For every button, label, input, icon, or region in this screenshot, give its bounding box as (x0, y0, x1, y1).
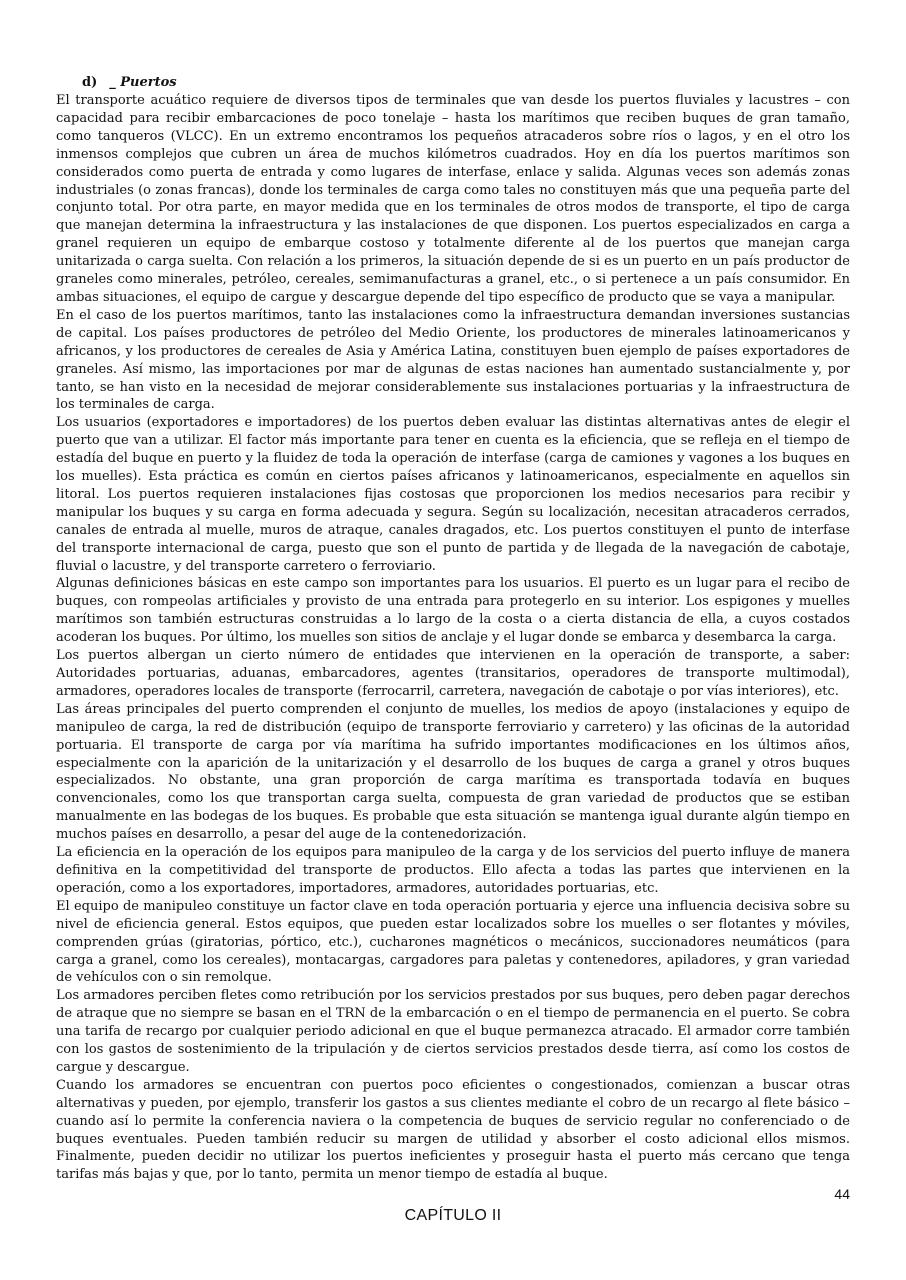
section-heading (82, 74, 850, 92)
paragraph-7: La eficiencia en la operación de los equipos para manipuleo de la carga y de los servicios del puerto influye de manera definitiva en la competitividad del transporte de productos. Ello afecta a todas las partes que intervienen en la operación, como a los exportadores, importadores, armadores, autoridades portuarias, etc. (56, 845, 850, 896)
paragraph-1: El transporte acuático requiere de diversos tipos de terminales que van desde los puertos fluviales y lacustres – con capacidad para recibir embarcaciones de poco tonelaje – hasta los marítimos que reciben buques de gran tamaño, como tanqueros (VLCC). En un extremo encontramos los pequeños atracaderos sobre ríos o lagos, y en el otro los inmensos complejos que cubren un área de muchos kilómetros cuadrados. Hoy en día los puertos marítimos son considerados como puerta de entrada y como lugares de interfase, enlace y salida. Algunas veces son además zonas industriales (o zonas francas), donde los terminales de carga como tales no constituyen más que una pequeña parte del conjunto total. Por otra parte, en mayor medida que en los terminales de otros modos de transporte, el tipo de carga que manejan determina la infraestructura y las instalaciones de que disponen. Los puertos especializados en carga a granel requieren un equipo de embarque costoso y totalmente diferente al de los puertos que manejan carga unitarizada o carga suelta. Con relación a los primeros, la situación depende de si es un puerto en un país productor de graneles como minerales, petróleo, cereales, semimanufacturas a granel, etc., o si pertenece a un país consumidor. En ambas situaciones, el equipo de cargue y descargue depende del tipo específico de producto que se vaya a manipular. (56, 93, 850, 305)
paragraph-5: Los puertos albergan un cierto número de entidades que intervienen en la operación de transporte, a saber: Autoridades portuarias, aduanas, embarcadores, agentes (transitarios, operadores de transporte multimodal), armadores, operadores locales de transporte (ferrocarril, carretera, navegación de cabotaje o por vías interiores), etc. (56, 648, 850, 699)
section-title: _ Puertos (109, 75, 177, 90)
page-body (56, 74, 850, 1184)
paragraph-3: Los usuarios (exportadores e importadores) de los puertos deben evaluar las distintas alternativas antes de elegir el puerto que van a utilizar. El factor más importante para tener en cuenta es la eficiencia, que se refleja en el tiempo de estadía del buque en puerto y la fluidez de toda la operación de interfase (carga de camiones y vagones a los buques en los muelles). Esta práctica es común en ciertos países africanos y latinoamericanos, especialmente en aquellos sin litoral. Los puertos requieren instalaciones fijas costosas que proporcionen los medios necesarios para recibir y manipular los buques y su carga en forma adecuada y segura. Según su localización, necesitan atracaderos cerrados, canales de entrada al muelle, muros de atraque, canales dragados, etc. Los puertos constituyen el punto de interfase del transporte internacional de carga, puesto que son el punto de partida y de llegada de la navegación de cabotaje, fluvial o lacustre, y del transporte carretero o ferroviario. (56, 415, 850, 574)
paragraph-8: El equipo de manipuleo constituye un factor clave en toda operación portuaria y ejerce una influencia decisiva sobre su nivel de eficiencia general. Estos equipos, que pueden estar localizados sobre los muelles o ser flotantes y móviles, comprenden grúas (giratorias, pórtico, etc.), cucharones magnéticos o mecánicos, succionadores neumáticos (para carga a granel, como los cereales), montacargas, cargadores para paletas y contenedores, apiladores, y gran variedad de vehículos con o sin remolque. (56, 898, 850, 986)
page-number: 44 (834, 1186, 850, 1202)
paragraph-9: Los armadores perciben fletes como retribución por los servicios prestados por sus buques, pero deben pagar derechos de atraque que no siempre se basan en el TRN de la embarcación o en el tiempo de permanencia en el puerto. Se cobra una tarifa de recargo por cualquier periodo adicional en que el buque permanezca atracado. El armador corre también con los gastos de sostenimiento de la tripulación y de ciertos servicios prestados desde tierra, así como los costos de cargue y descargue. (56, 988, 850, 1075)
chapter-footer: CAPÍTULO II (404, 1207, 502, 1224)
paragraph-4: Algunas definiciones básicas en este campo son importantes para los usuarios. El puerto es un lugar para el recibo de buques, con rompeolas artificiales y provisto de una entrada para protegerlo en su interior. Los espigones y muelles marítimos son también estructuras construidas a lo largo de la costa o a cierta distancia de ella, a cuyos costados acoderan los buques. Por último, los muelles son sitios de anclaje y el lugar donde se embarca y desembarca la carga. (56, 576, 850, 646)
paragraph-2: En el caso de los puertos marítimos, tanto las instalaciones como la infraestructura demandan inversiones sustancias de capital. Los países productores de petróleo del Medio Oriente, los productores de minerales latinoamericanos y africanos, y los productores de cereales de Asia y América Latina, constituyen buen ejemplo de países exportadores de graneles. Así mismo, las importaciones por mar de algunas de estas naciones han aumentado sustancialmente y, por tanto, se han visto en la necesidad de mejorar considerablemente sus instalaciones portuarias y la infraestructura de los terminales de carga. (56, 307, 850, 413)
paragraph-6: Las áreas principales del puerto comprenden el conjunto de muelles, los medios de apoyo (instalaciones y equipo de manipuleo de carga, la red de distribución (equipo de transporte ferroviario y carretero) y las oficinas de la autoridad portuaria. El transporte de carga por vía marítima ha sufrido importantes modificaciones en los últimos años, especialmente con la aparición de la unitarización y el desarrollo de los buques de carga a granel y otros buques especializados. No obstante, una gran proporción de carga marítima es transportada todavía en buques convencionales, como los que transportan carga suelta, compuesta de gran variedad de productos que se estiban manualmente en las bodegas de los buques. Es probable que esta situación se mantenga igual durante algún tiempo en muchos países en desarrollo, a pesar del auge de la contenedorización. (56, 701, 850, 843)
paragraph-10: Cuando los armadores se encuentran con puertos poco eficientes o congestionados, comienzan a buscar otras alternativas y pueden, por ejemplo, transferir los gastos a sus clientes mediante el cobro de un recargo al flete básico – cuando así lo permite la conferencia naviera o la competencia de buques de servicio regular no conferenciado o de buques eventuales. Pueden también reducir su margen de utilidad y absorber el costo adicional ellos mismos. Finalmente, pueden decidir no utilizar los puertos ineficientes y proseguir hasta el puerto más cercano que tenga tarifas más bajas y que, por lo tanto, permita un menor tiempo de estadía al buque. (56, 1077, 850, 1183)
section-letter: d) (82, 75, 98, 90)
